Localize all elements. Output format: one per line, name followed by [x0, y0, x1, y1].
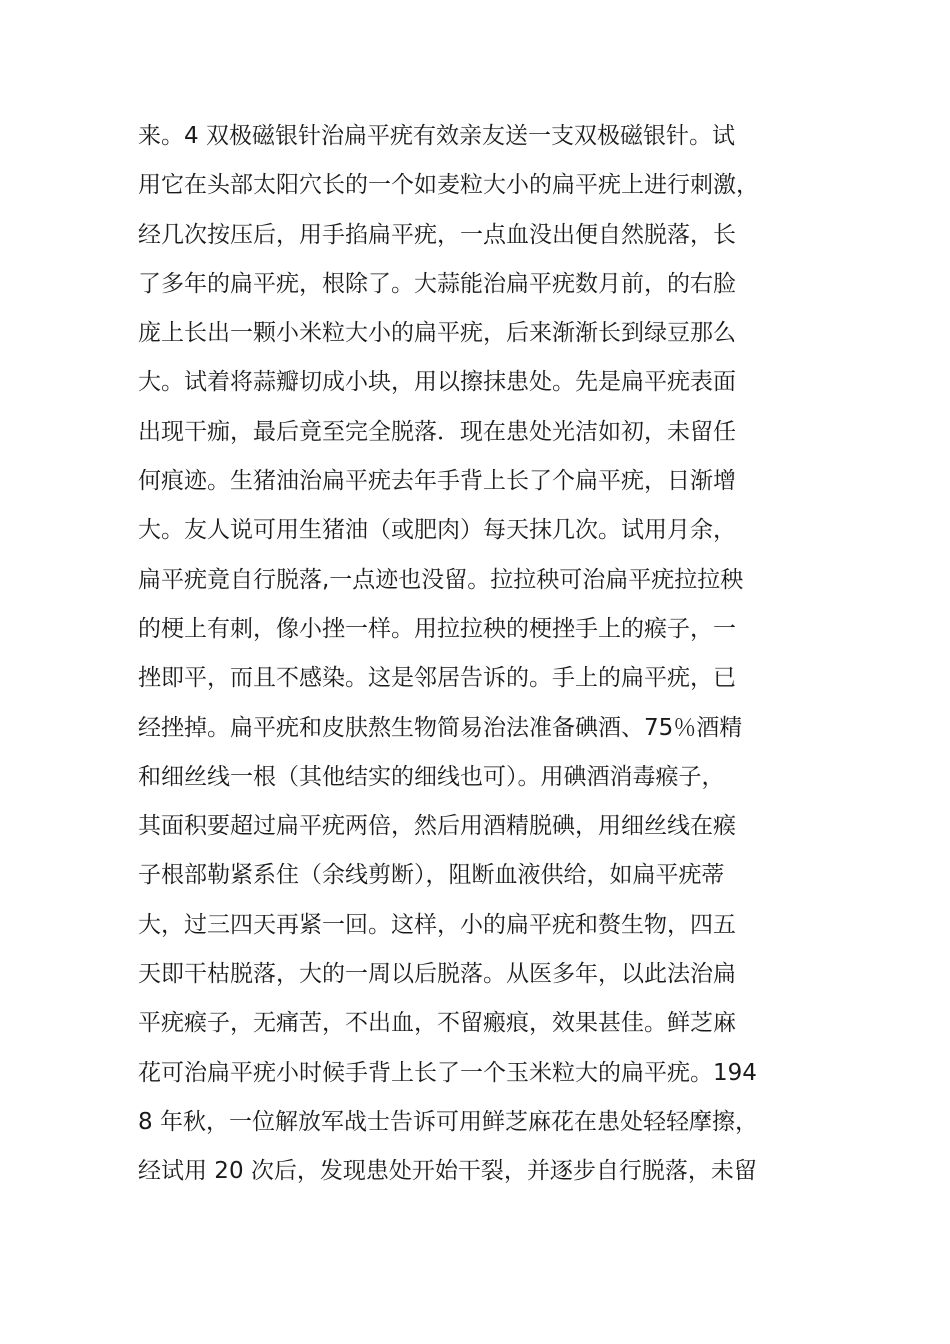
text-line-18: 天即干枯脱落，大的一周以后脱落。从医多年，以此法治扁	[138, 961, 736, 988]
text-line-4: 了多年的扁平疣，根除了。大蒜能治扁平疣数月前，的右脸	[138, 270, 736, 297]
text-line-7: 出现干痂，最后竟至完全脱落．现在患处光洁如初，未留任	[138, 418, 736, 445]
text-line-16: 子根部勒紧系住（余线剪断），阻断血液供给，如扁平疣蒂	[138, 862, 725, 889]
text-line-1: 来。4 双极磁银针治扁平疣有效亲友送一支双极磁银针。试	[138, 123, 735, 149]
text-line-2: 用它在头部太阳穴长的一个如麦粒大小的扁平疣上进行刺激，	[138, 172, 759, 199]
text-line-6: 大。试着将蒜瓣切成小块，用以擦抹患处。先是扁平疣表面	[138, 369, 736, 396]
text-line-20: 花可治扁平疣小时候手背上长了一个玉米粒大的扁平疣。194	[138, 1059, 757, 1086]
text-line-13: 经挫掉。扁平疣和皮肤熬生物简易治法准备碘酒、75％酒精	[138, 714, 743, 741]
text-line-11: 的梗上有刺，像小挫一样。用拉拉秧的梗挫手上的瘊子，一	[138, 615, 736, 642]
text-line-12: 挫即平，而且不感染。这是邻居告诉的。手上的扁平疣，已	[138, 665, 736, 692]
text-line-5: 庞上长出一颗小米粒大小的扁平疣，后来渐渐长到绿豆那么	[138, 320, 736, 347]
text-line-14: 和细丝线一根（其他结实的细线也可）。用碘酒消毒瘊子，	[138, 763, 725, 790]
text-line-10: 扁平疣竟自行脱落,一点迹也没留。拉拉秧可治扁平疣拉拉秧	[138, 566, 744, 593]
text-line-9: 大。友人说可用生猪油（或肥肉）每天抹几次。试用月余，	[138, 517, 736, 544]
text-line-3: 经几次按压后，用手掐扁平疣，一点血没出便自然脱落，长	[138, 221, 736, 248]
text-line-8: 何痕迹。生猪油治扁平疣去年手背上长了个扁平疣，日渐增	[138, 468, 736, 495]
text-line-17: 大，过三四天再紧一回。这样，小的扁平疣和赘生物，四五	[138, 911, 736, 938]
text-line-19: 平疣瘊子，无痛苦，不出血，不留瘢痕，效果甚佳。鲜芝麻	[138, 1010, 736, 1037]
text-line-22: 经试用 20 次后，发现患处开始干裂，并逐步自行脱落，未留	[138, 1158, 757, 1185]
text-line-15: 其面积要超过扁平疣两倍，然后用酒精脱碘，用细丝线在瘊	[138, 813, 736, 840]
body-text	[138, 112, 838, 1197]
text-line-21: 8 年秋，一位解放军战士告诉可用鲜芝麻花在患处轻轻摩擦，	[138, 1108, 758, 1135]
